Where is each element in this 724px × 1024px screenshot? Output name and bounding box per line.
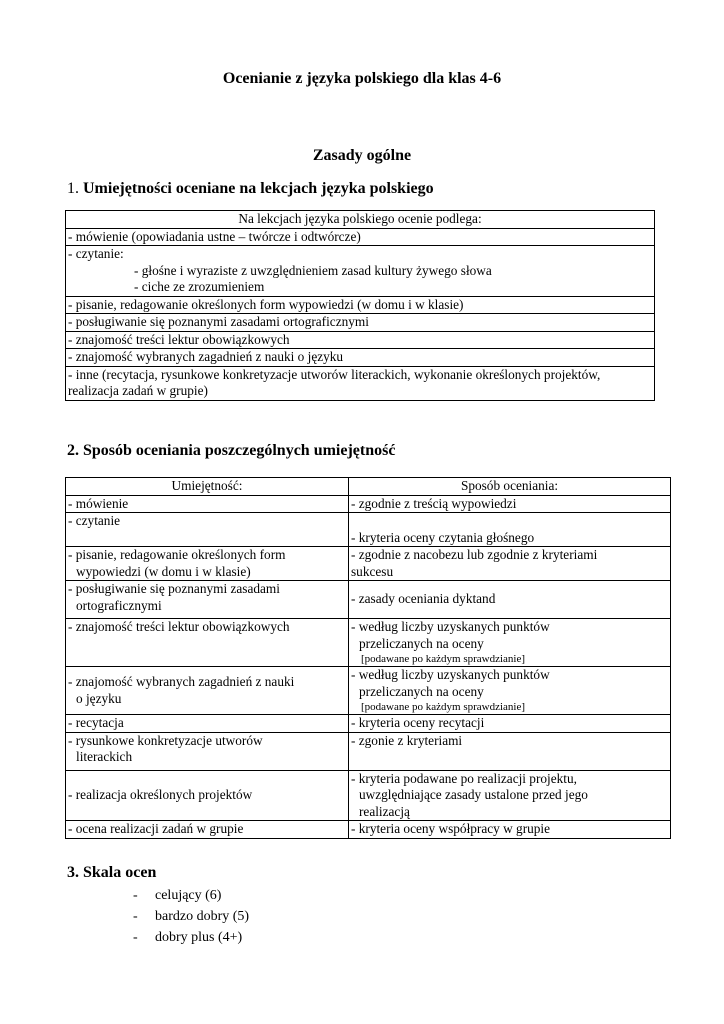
heading-number: 1. xyxy=(67,180,83,197)
list-item xyxy=(105,927,249,948)
table-row xyxy=(66,715,671,733)
method-cell xyxy=(349,770,671,821)
skill-cell: - znajomość treści lektur obowiązkowych xyxy=(66,619,349,667)
method-note: [podawane po każdym sprawdzianie] xyxy=(361,701,526,713)
table-row: - znajomość treści lektur obowiązkowych xyxy=(66,331,655,349)
table-row: - mówienie (opowiadania ustne – twórcze i odtwórcze) xyxy=(66,228,655,246)
list-item xyxy=(105,885,249,906)
method-line: przeliczanych na oceny xyxy=(359,635,484,651)
table-row: - znajomość wybranych zagadnień z nauki o języku xyxy=(66,349,655,367)
heading-grading-scale: 3. Skala ocen xyxy=(67,864,157,881)
table-row xyxy=(66,246,655,297)
method-line: - według liczby uzyskanych punktów xyxy=(351,619,550,634)
list-dash: - xyxy=(133,909,138,924)
method-line: uwzględniające zasady ustalone przed jego xyxy=(359,787,588,802)
column-header-skill: Umiejętność: xyxy=(66,478,349,496)
grade-label: bardzo dobry (5) xyxy=(155,909,250,924)
skill-cell: - mówienie xyxy=(66,495,349,513)
list-item xyxy=(105,906,249,927)
heading-assessment-methods: 2. Sposób oceniania poszczególnych umiejętność xyxy=(67,442,396,459)
skill-line: literackich xyxy=(76,749,133,764)
method-cell xyxy=(349,667,671,715)
table-row: - posługiwanie się poznanymi zasadami ortograficznymi xyxy=(66,314,655,332)
table-row xyxy=(66,667,671,715)
skill-line: ortograficznymi xyxy=(76,597,162,613)
assessment-methods-table xyxy=(65,477,671,839)
skill-cell: - realizacja określonych projektów xyxy=(66,770,349,821)
column-header-method: Sposób oceniania: xyxy=(349,478,671,496)
table-row xyxy=(66,821,671,839)
sub-item: - ciche ze zrozumieniem xyxy=(134,279,265,294)
grading-scale-list xyxy=(105,885,249,948)
grade-label: celujący (6) xyxy=(155,888,222,903)
skill-cell xyxy=(66,667,349,715)
table-row xyxy=(66,547,671,581)
method-cell: - kryteria oceny współpracy w grupie xyxy=(349,821,671,839)
skill-cell xyxy=(66,547,349,581)
method-cell: - zasady oceniania dyktand xyxy=(349,581,671,619)
document-title: Ocenianie z języka polskiego dla klas 4-6 xyxy=(222,70,502,87)
grade-label: dobry plus (4+) xyxy=(155,930,243,945)
method-cell xyxy=(349,619,671,667)
skill-line: o języku xyxy=(76,690,122,706)
skill-cell xyxy=(66,581,349,619)
table-row xyxy=(66,581,671,619)
table-row xyxy=(66,513,671,547)
method-cell: - kryteria oceny recytacji xyxy=(349,715,671,733)
table-row xyxy=(66,619,671,667)
skill-cell: - czytanie xyxy=(66,513,349,547)
method-line: realizacją xyxy=(359,803,410,819)
skill-cell xyxy=(66,732,349,770)
skill-line: - rysunkowe konkretyzacje utworów xyxy=(68,732,263,748)
method-line: przeliczanych na oceny xyxy=(359,683,484,699)
method-cell xyxy=(349,547,671,581)
skills-table xyxy=(65,210,655,401)
method-line: sukcesu xyxy=(351,563,394,579)
row-label: - czytanie: xyxy=(68,246,124,261)
section-title: Zasady ogólne xyxy=(312,147,412,164)
table-row: - pisanie, redagowanie określonych form wypowiedzi (w domu i w klasie) xyxy=(66,296,655,314)
list-dash: - xyxy=(133,930,138,945)
table-header: Na lekcjach języka polskiego ocenie podlega: xyxy=(66,211,655,229)
heading-text: Umiejętności oceniane na lekcjach języka polskiego xyxy=(83,180,434,197)
skill-line: - posługiwanie się poznanymi zasadami xyxy=(68,581,280,596)
skill-cell: - recytacja xyxy=(66,715,349,733)
skill-line: wypowiedzi (w domu i w klasie) xyxy=(76,563,251,579)
table-row xyxy=(66,732,671,770)
method-note: [podawane po każdym sprawdzianie] xyxy=(361,653,526,665)
list-dash: - xyxy=(133,888,138,903)
method-line: - według liczby uzyskanych punktów xyxy=(351,667,550,682)
skill-cell: - ocena realizacji zadań w grupie xyxy=(66,821,349,839)
method-cell: - kryteria oceny czytania głośnego xyxy=(349,513,671,547)
table-row: - inne (recytacja, rysunkowe konkretyzacje utworów literackich, wykonanie określonych projektów, realizacja zadań w grupie) xyxy=(66,366,655,400)
method-line: - zgodnie z nacobezu lub zgodnie z kryteriami xyxy=(351,547,598,562)
method-line: - kryteria podawane po realizacji projektu, xyxy=(351,770,577,786)
method-cell: - zgodnie z treścią wypowiedzi xyxy=(349,495,671,513)
skill-line: - pisanie, redagowanie określonych form xyxy=(68,547,286,562)
table-row xyxy=(66,770,671,821)
heading-skills-assessed xyxy=(67,180,434,198)
sub-item: - głośne i wyraziste z uwzględnieniem zasad kultury żywego słowa xyxy=(134,262,492,278)
table-row xyxy=(66,495,671,513)
skill-line: - znajomość wybranych zagadnień z nauki xyxy=(68,674,295,689)
method-cell: - zgonie z kryteriami xyxy=(349,732,671,770)
